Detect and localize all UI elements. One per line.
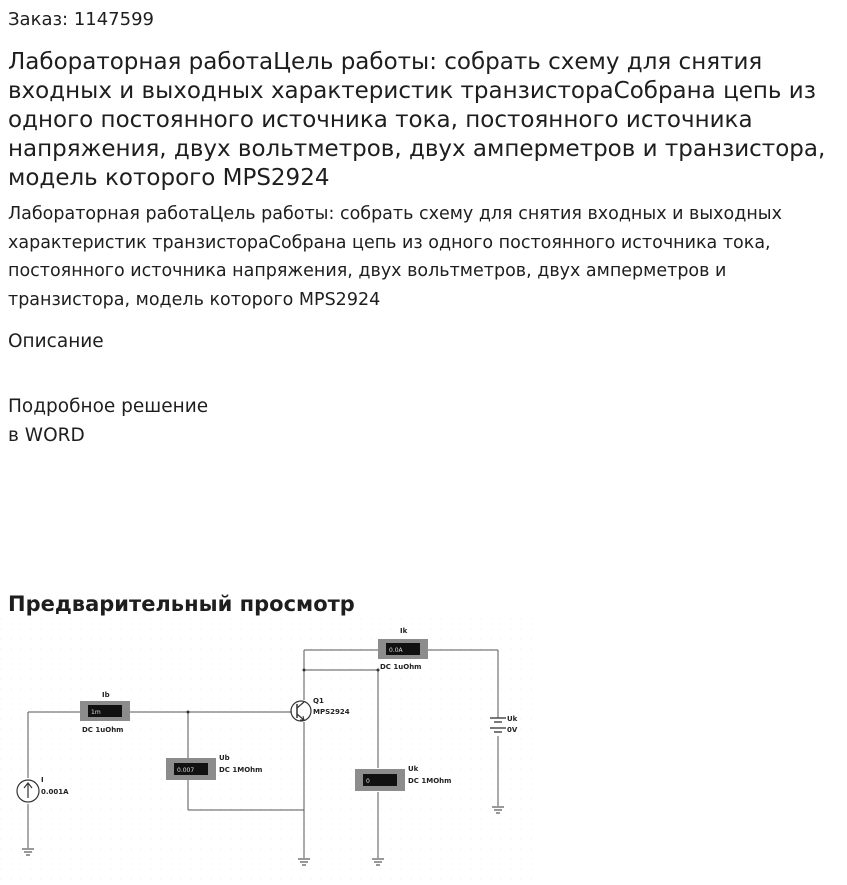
preview-title: Предварительный просмотр [8,592,355,616]
circuit-schematic [0,618,540,880]
voltmeter-uk-label: Uk [408,765,419,773]
transistor-label: Q1 [313,697,324,705]
solution-line-1: Подробное решение [8,396,209,417]
transistor-model: MPS2924 [313,708,350,716]
grid-background [0,618,540,880]
voltmeter-ub-label: Ub [219,754,230,762]
voltmeter-ub-mode: DC 1MOhm [219,766,263,774]
solution-info [8,392,208,450]
description-text: Лабораторная работаЦель работы: собрать схему для снятия входных и выходных характеристик транзистораСобрана цепь из одного постоянного источника тока, постоянного источника напряжения, двух вольтметров, двух амперметров и транзистора, модель которого MPS2924 [8,204,782,310]
ammeter-ib-value: 1m [91,709,101,716]
order-number: Заказ: 1147599 [8,9,154,30]
current-source-label: I [41,776,44,784]
ammeter-ik-label: Ik [400,627,408,635]
current-source-value: 0.001A [41,788,69,796]
ammeter-ib-mode: DC 1uOhm [82,726,124,734]
ammeter-ik-value: 0.0A [389,647,403,654]
voltmeter-ub-value: 0.007 [177,767,195,774]
voltage-source-label: Uk [507,715,518,723]
page-title: Лабораторная работаЦель работы: собрать схему для снятия входных и выходных характеристик транзистораСобрана цепь из одного постоянного источника тока, постоянного источника напряжения, двух вольтметров, двух амперметров и транзистора, модель которого MPS2924 [8,49,826,191]
ammeter-ib-label: Ib [102,691,110,699]
description-label: Описание [8,331,104,352]
voltage-source-value: 0V [507,726,518,734]
voltmeter-uk-value: 0 [366,778,370,785]
ammeter-ik-mode: DC 1uOhm [380,663,422,671]
voltmeter-uk-mode: DC 1MOhm [408,777,452,785]
solution-line-2: в WORD [8,425,85,446]
